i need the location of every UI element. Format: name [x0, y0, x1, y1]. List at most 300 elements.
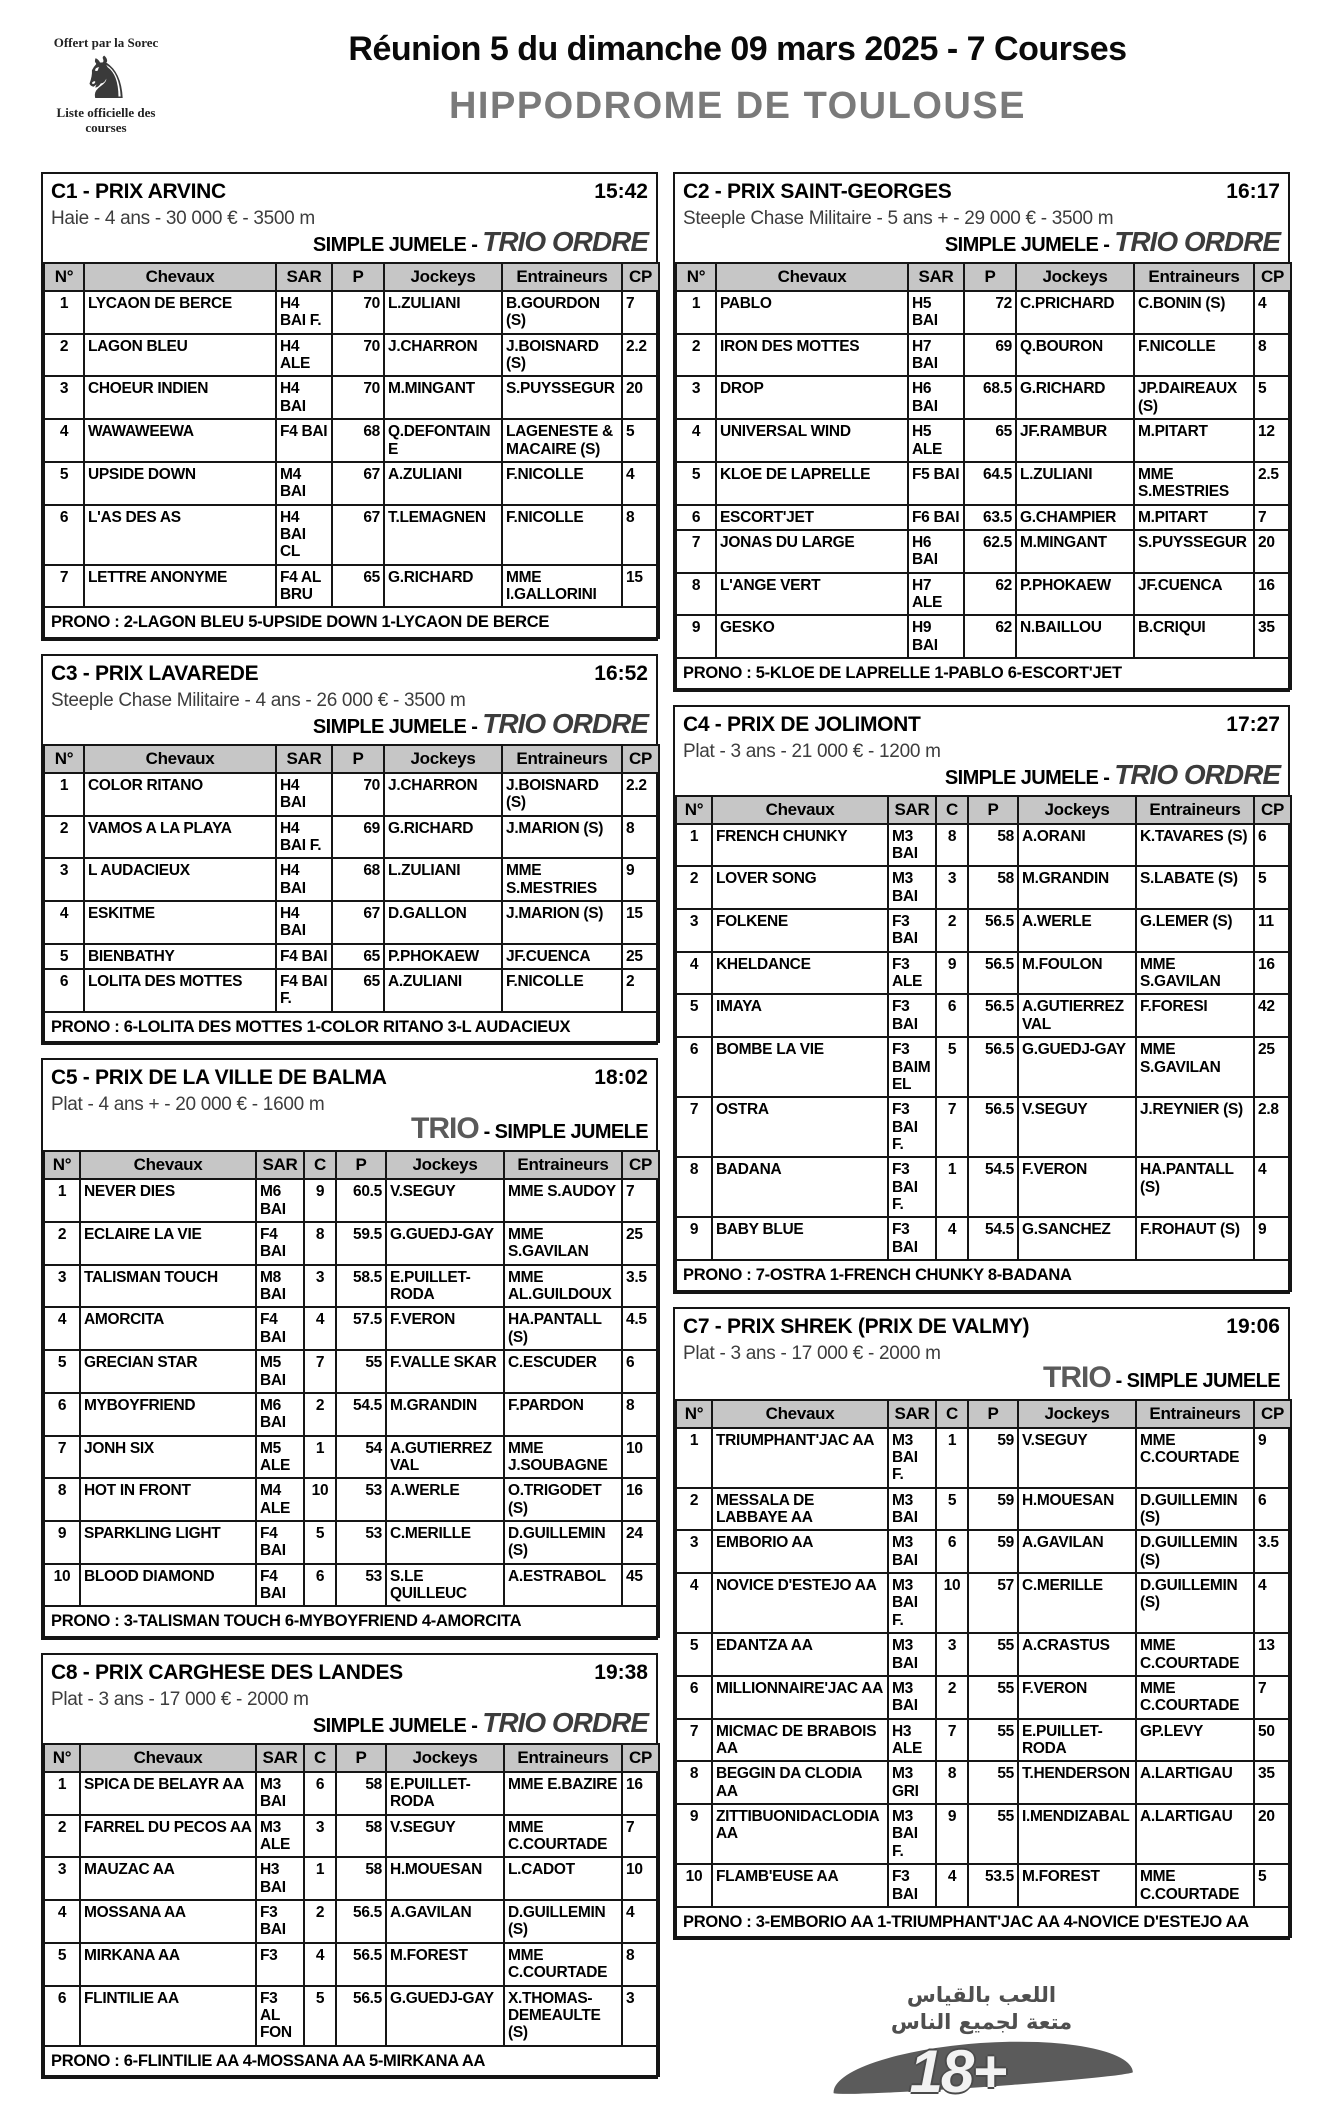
- jockey-cell: L.ZULIANI: [384, 858, 502, 901]
- cp-cell: 16: [1254, 952, 1291, 995]
- age-18-plus-label: 18+: [909, 2037, 1006, 2105]
- trainer-cell: J.BOISNARD (S): [502, 334, 622, 377]
- runner-row: [44, 505, 659, 565]
- c-cell: 1: [304, 1857, 336, 1900]
- sar-cell: F4 BAI: [276, 944, 332, 969]
- table-body: [676, 291, 1291, 689]
- runner-row: [676, 909, 1291, 952]
- runner-row: [676, 615, 1291, 658]
- c-cell: 6: [936, 994, 968, 1037]
- jockey-cell: L.ZULIANI: [384, 291, 502, 334]
- trainer-cell: MME C.COURTADE: [1136, 1633, 1254, 1676]
- horse-name-cell: UNIVERSAL WIND: [716, 419, 908, 462]
- cp-cell: 5: [1254, 1864, 1291, 1907]
- column-header-num: N°: [676, 796, 712, 824]
- horse-name-cell: KHELDANCE: [712, 952, 888, 995]
- jockey-cell: M.MINGANT: [1016, 530, 1134, 573]
- horse-name-cell: L'ANGE VERT: [716, 573, 908, 616]
- column-header-p: P: [336, 1744, 386, 1772]
- trainer-cell: J.MARION (S): [502, 901, 622, 944]
- cp-cell: 45: [622, 1564, 659, 1607]
- horse-name-cell: MOSSANA AA: [80, 1900, 256, 1943]
- column-header-jockey: Jockeys: [1016, 263, 1134, 291]
- p-cell: 55: [968, 1633, 1018, 1676]
- trainer-cell: MME S.GAVILAN: [504, 1222, 622, 1265]
- num-cell: 4: [44, 1900, 80, 1943]
- race-start-time: 18:02: [594, 1066, 648, 1090]
- c-cell: 9: [936, 1804, 968, 1864]
- prono-text: PRONO : 5-KLOE DE LAPRELLE 1-PABLO 6-ESCORT'JET: [676, 658, 1291, 688]
- horse-name-cell: MAUZAC AA: [80, 1857, 256, 1900]
- runner-row: [676, 1488, 1291, 1531]
- horse-name-cell: HOT IN FRONT: [80, 1478, 256, 1521]
- p-cell: 62: [964, 573, 1016, 616]
- runner-row: [44, 1986, 659, 2046]
- trainer-cell: MME C.COURTADE: [504, 1943, 622, 1986]
- trainer-cell: GP.LEVY: [1136, 1719, 1254, 1762]
- num-cell: 7: [676, 1097, 712, 1157]
- sar-cell: F5 BAI: [908, 462, 964, 505]
- sar-cell: F3 BAI F.: [888, 1157, 936, 1217]
- jockey-cell: L.ZULIANI: [1016, 462, 1134, 505]
- trainer-cell: A.LARTIGAU: [1136, 1804, 1254, 1864]
- table-head: [676, 796, 1291, 824]
- trainer-cell: K.TAVARES (S): [1136, 824, 1254, 867]
- p-cell: 57: [968, 1573, 1018, 1633]
- column-header-p: P: [336, 1151, 386, 1179]
- horse-name-cell: GESKO: [716, 615, 908, 658]
- jockey-cell: F.VERON: [1018, 1157, 1136, 1217]
- sar-cell: H6 BAI: [908, 376, 964, 419]
- column-header-sar: SAR: [888, 1400, 936, 1428]
- num-cell: 5: [676, 462, 716, 505]
- race-card-C4: [673, 705, 1290, 1294]
- p-cell: 59.5: [336, 1222, 386, 1265]
- trainer-cell: F.NICOLLE: [1134, 334, 1254, 377]
- runner-row: [676, 1097, 1291, 1157]
- cp-cell: 42: [1254, 994, 1291, 1037]
- jockey-cell: F.VERON: [386, 1307, 504, 1350]
- sar-cell: F3 BAI: [256, 1900, 304, 1943]
- jockey-cell: G.GUEDJ-GAY: [386, 1986, 504, 2046]
- jockey-cell: J.CHARRON: [384, 334, 502, 377]
- jockey-cell: M.FOREST: [386, 1943, 504, 1986]
- c-cell: 7: [304, 1350, 336, 1393]
- jockey-cell: M.FOREST: [1018, 1864, 1136, 1907]
- p-cell: 68: [332, 419, 384, 462]
- p-cell: 56.5: [336, 1900, 386, 1943]
- prono-row: [676, 658, 1291, 688]
- trainer-cell: B.CRIQUI: [1134, 615, 1254, 658]
- runner-row: [44, 462, 659, 505]
- runner-row: [676, 1676, 1291, 1719]
- jockey-cell: H.MOUESAN: [386, 1857, 504, 1900]
- jockey-cell: E.PUILLET-RODA: [386, 1772, 504, 1815]
- trainer-cell: A.LARTIGAU: [1136, 1761, 1254, 1804]
- race-title: C1 - PRIX ARVINC: [51, 180, 226, 203]
- runner-row: [676, 1719, 1291, 1762]
- runner-row: [44, 944, 659, 969]
- sar-cell: F3: [256, 1943, 304, 1986]
- column-header-cp: CP: [622, 1151, 659, 1179]
- sar-cell: H3 BAI: [256, 1857, 304, 1900]
- trainer-cell: HA.PANTALL (S): [1136, 1157, 1254, 1217]
- p-cell: 58: [968, 824, 1018, 867]
- runner-row: [44, 1265, 659, 1308]
- column-header-p: P: [968, 1400, 1018, 1428]
- horse-name-cell: UPSIDE DOWN: [84, 462, 276, 505]
- horse-name-cell: NEVER DIES: [80, 1179, 256, 1222]
- sar-cell: H3 ALE: [888, 1719, 936, 1762]
- p-cell: 55: [336, 1350, 386, 1393]
- horse-name-cell: EDANTZA AA: [712, 1633, 888, 1676]
- sar-cell: F4 BAI: [276, 419, 332, 462]
- sar-cell: M3 BAI: [888, 1633, 936, 1676]
- trainer-cell: F.ROHAUT (S): [1136, 1217, 1254, 1260]
- p-cell: 65: [332, 969, 384, 1012]
- table-body: [676, 824, 1291, 1291]
- p-cell: 53: [336, 1564, 386, 1607]
- p-cell: 56.5: [968, 994, 1018, 1037]
- race-title-row: [43, 656, 656, 686]
- runner-row: [44, 901, 659, 944]
- trainer-cell: L.CADOT: [504, 1857, 622, 1900]
- race-start-time: 19:06: [1226, 1314, 1280, 1338]
- runner-row: [676, 1428, 1291, 1488]
- runner-row: [676, 462, 1291, 505]
- prono-text: PRONO : 3-EMBORIO AA 1-TRIUMPHANT'JAC AA 4-NOVICE D'ESTEJO AA: [676, 1907, 1291, 1937]
- horse-name-cell: FOLKENE: [712, 909, 888, 952]
- num-cell: 2: [44, 334, 84, 377]
- cp-cell: 8: [622, 816, 659, 859]
- horse-name-cell: MICMAC DE BRABOIS AA: [712, 1719, 888, 1762]
- horse-name-cell: GRECIAN STAR: [80, 1350, 256, 1393]
- runner-row: [44, 1857, 659, 1900]
- jockey-cell: F.VERON: [1018, 1676, 1136, 1719]
- trainer-cell: MME S.AUDOY: [504, 1179, 622, 1222]
- cp-cell: 12: [1254, 419, 1291, 462]
- jockey-cell: N.BAILLOU: [1016, 615, 1134, 658]
- bet-trio-ordre-label: TRIO ORDRE: [482, 1706, 648, 1738]
- c-cell: 2: [936, 1676, 968, 1719]
- p-cell: 65: [964, 419, 1016, 462]
- race-card-C3: [41, 654, 658, 1045]
- jockey-cell: A.GUTIERREZ VAL: [1018, 994, 1136, 1037]
- runners-table: [675, 262, 1292, 690]
- jockey-cell: A.ORANI: [1018, 824, 1136, 867]
- num-cell: 2: [676, 1488, 712, 1531]
- cp-cell: 8: [622, 1393, 659, 1436]
- runner-row: [676, 1633, 1291, 1676]
- runner-row: [44, 969, 659, 1012]
- num-cell: 7: [676, 530, 716, 573]
- runner-row: [676, 334, 1291, 377]
- column-header-jockey: Jockeys: [386, 1151, 504, 1179]
- prono-row: [676, 1907, 1291, 1937]
- num-cell: 5: [44, 944, 84, 969]
- cp-cell: 16: [1254, 573, 1291, 616]
- race-title: C7 - PRIX SHREK (PRIX DE VALMY): [683, 1314, 1030, 1338]
- p-cell: 64.5: [964, 462, 1016, 505]
- p-cell: 67: [332, 505, 384, 565]
- trainer-cell: C.ESCUDER: [504, 1350, 622, 1393]
- cp-cell: 9: [1254, 1428, 1291, 1488]
- num-cell: 2: [44, 1815, 80, 1858]
- header-row: [676, 796, 1291, 824]
- trainer-cell: S.LABATE (S): [1136, 866, 1254, 909]
- jockey-cell: JF.RAMBUR: [1016, 419, 1134, 462]
- bet-types-label: [43, 226, 656, 260]
- num-cell: 6: [676, 1676, 712, 1719]
- trainer-cell: MME C.COURTADE: [1136, 1864, 1254, 1907]
- runner-row: [44, 1521, 659, 1564]
- runner-row: [44, 376, 659, 419]
- cp-cell: 4: [622, 1900, 659, 1943]
- trainer-cell: S.PUYSSEGUR: [502, 376, 622, 419]
- sar-cell: H4 BAI: [276, 376, 332, 419]
- cp-cell: 4: [1254, 1573, 1291, 1633]
- column-header-num: N°: [676, 1400, 712, 1428]
- cp-cell: 10: [622, 1857, 659, 1900]
- sar-cell: H6 BAI: [908, 530, 964, 573]
- cp-cell: 35: [1254, 1761, 1291, 1804]
- horse-logo-icon: ♞: [80, 44, 132, 113]
- cp-cell: 24: [622, 1521, 659, 1564]
- horse-name-cell: LETTRE ANONYME: [84, 565, 276, 608]
- jockey-cell: C.MERILLE: [1018, 1573, 1136, 1633]
- bet-trio-ordre-label: TRIO ORDRE: [1114, 758, 1280, 790]
- p-cell: 56.5: [968, 1097, 1018, 1157]
- runners-table: [675, 1399, 1292, 1939]
- meeting-title: Réunion 5 du dimanche 09 mars 2025 - 7 Courses: [348, 30, 1127, 68]
- c-cell: 5: [936, 1037, 968, 1097]
- bet-trio-ordre-label: TRIO ORDRE: [1114, 226, 1280, 257]
- jockey-cell: V.SEGUY: [1018, 1097, 1136, 1157]
- trainer-cell: B.GOURDON (S): [502, 291, 622, 334]
- horse-name-cell: ECLAIRE LA VIE: [80, 1222, 256, 1265]
- arabic-slogan-line2: متعة لجميع الناس: [890, 2009, 1073, 2034]
- bet-trio-label: TRIO: [1043, 1360, 1111, 1394]
- horse-name-cell: LOVER SONG: [712, 866, 888, 909]
- arabic-slogan-line1: اللعب بالقياس: [906, 1983, 1057, 2008]
- num-cell: 1: [44, 1179, 80, 1222]
- column-header-horse: Chevaux: [84, 745, 276, 773]
- jockey-cell: G.RICHARD: [384, 565, 502, 608]
- jockey-cell: P.PHOKAEW: [384, 944, 502, 969]
- jockey-cell: A.ZULIANI: [384, 462, 502, 505]
- p-cell: 72: [964, 291, 1016, 334]
- race-card-C1: [41, 172, 658, 641]
- horse-name-cell: ESCORT'JET: [716, 505, 908, 530]
- bet-trio-ordre-label: TRIO ORDRE: [482, 226, 648, 257]
- sar-cell: F4 BAI: [256, 1222, 304, 1265]
- runners-table: [43, 1150, 660, 1638]
- jockey-cell: Q.DEFONTAINE: [384, 419, 502, 462]
- bet-types-label: [43, 1707, 656, 1741]
- cp-cell: 2: [622, 969, 659, 1012]
- cp-cell: 25: [622, 1222, 659, 1265]
- cp-cell: 50: [1254, 1719, 1291, 1762]
- jockey-cell: G.SANCHEZ: [1018, 1217, 1136, 1260]
- horse-name-cell: NOVICE D'ESTEJO AA: [712, 1573, 888, 1633]
- race-conditions: Plat - 3 ans - 21 000 € - 1200 m: [683, 740, 941, 762]
- jockey-cell: M.GRANDIN: [386, 1393, 504, 1436]
- race-title: C2 - PRIX SAINT-GEORGES: [683, 180, 952, 203]
- sar-cell: M3 BAI F.: [888, 1804, 936, 1864]
- cp-cell: 5: [622, 419, 659, 462]
- runners-table: [43, 744, 660, 1043]
- race-columns: [0, 172, 1330, 2111]
- num-cell: 1: [676, 291, 716, 334]
- column-header-cp: CP: [622, 745, 659, 773]
- num-cell: 5: [676, 1633, 712, 1676]
- num-cell: 8: [676, 573, 716, 616]
- num-cell: 10: [44, 1564, 80, 1607]
- race-title-row: [43, 1060, 656, 1090]
- p-cell: 60.5: [336, 1179, 386, 1222]
- race-conditions: Steeple Chase Militaire - 4 ans - 26 000 € - 3500 m: [51, 689, 466, 711]
- runner-row: [44, 1478, 659, 1521]
- jockey-cell: E.PUILLET-RODA: [1018, 1719, 1136, 1762]
- runner-row: [44, 1900, 659, 1943]
- trainer-cell: F.NICOLLE: [502, 462, 622, 505]
- num-cell: 6: [44, 969, 84, 1012]
- jockey-cell: M.GRANDIN: [1018, 866, 1136, 909]
- runner-row: [44, 1393, 659, 1436]
- num-cell: 9: [44, 1521, 80, 1564]
- sar-cell: F3 BAI: [888, 1217, 936, 1260]
- num-cell: 7: [44, 565, 84, 608]
- horse-name-cell: JONH SIX: [80, 1436, 256, 1479]
- column-header-horse: Chevaux: [80, 1151, 256, 1179]
- race-title: C5 - PRIX DE LA VILLE DE BALMA: [51, 1066, 387, 1090]
- cp-cell: 8: [1254, 334, 1291, 377]
- race-start-time: 17:27: [1226, 712, 1280, 736]
- cp-cell: 9: [1254, 1217, 1291, 1260]
- titles: [185, 30, 1290, 128]
- horse-name-cell: COLOR RITANO: [84, 773, 276, 816]
- jockey-cell: A.WERLE: [1018, 909, 1136, 952]
- trainer-cell: MME C.COURTADE: [504, 1815, 622, 1858]
- runner-row: [44, 1350, 659, 1393]
- cp-cell: 15: [622, 565, 659, 608]
- column-header-horse: Chevaux: [716, 263, 908, 291]
- horse-name-cell: MYBOYFRIEND: [80, 1393, 256, 1436]
- jockey-cell: G.RICHARD: [1016, 376, 1134, 419]
- p-cell: 55: [968, 1676, 1018, 1719]
- num-cell: 3: [676, 909, 712, 952]
- horse-name-cell: MILLIONNAIRE'JAC AA: [712, 1676, 888, 1719]
- sar-cell: M5 ALE: [256, 1436, 304, 1479]
- jockey-cell: A.CRASTUS: [1018, 1633, 1136, 1676]
- num-cell: 3: [44, 858, 84, 901]
- race-conditions: Plat - 4 ans + - 20 000 € - 1600 m: [51, 1094, 325, 1116]
- column-header-sar: SAR: [888, 796, 936, 824]
- prono-text: PRONO : 3-TALISMAN TOUCH 6-MYBOYFRIEND 4-AMORCITA: [44, 1606, 659, 1636]
- jockey-cell: G.GUEDJ-GAY: [386, 1222, 504, 1265]
- horse-name-cell: EMBORIO AA: [712, 1530, 888, 1573]
- num-cell: 9: [676, 1217, 712, 1260]
- column-header-num: N°: [44, 263, 84, 291]
- jockey-cell: J.CHARRON: [384, 773, 502, 816]
- p-cell: 63.5: [964, 505, 1016, 530]
- bet-simple-jumele-label: - SIMPLE JUMELE: [1110, 1369, 1280, 1392]
- horse-name-cell: JONAS DU LARGE: [716, 530, 908, 573]
- runner-row: [44, 1772, 659, 1815]
- bet-types-label: [675, 1361, 1288, 1397]
- trainer-cell: LAGENESTE & MACAIRE (S): [502, 419, 622, 462]
- sar-cell: H9 BAI: [908, 615, 964, 658]
- sar-cell: M3 BAI F.: [888, 1428, 936, 1488]
- column-header-num: N°: [676, 263, 716, 291]
- p-cell: 68.5: [964, 376, 1016, 419]
- num-cell: 8: [676, 1157, 712, 1217]
- trainer-cell: JP.DAIREAUX (S): [1134, 376, 1254, 419]
- trainer-cell: M.PITART: [1134, 419, 1254, 462]
- column-header-p: P: [968, 796, 1018, 824]
- horse-name-cell: BABY BLUE: [712, 1217, 888, 1260]
- horse-name-cell: AMORCITA: [80, 1307, 256, 1350]
- sar-cell: F4 BAI: [256, 1307, 304, 1350]
- column-header-horse: Chevaux: [712, 796, 888, 824]
- race-title: C8 - PRIX CARGHESE DES LANDES: [51, 1660, 403, 1684]
- num-cell: 1: [676, 1428, 712, 1488]
- bet-trio-ordre-label: TRIO ORDRE: [482, 707, 648, 739]
- num-cell: 5: [44, 1350, 80, 1393]
- sar-cell: M3 BAI F.: [888, 1573, 936, 1633]
- jockey-cell: P.PHOKAEW: [1016, 573, 1134, 616]
- column-header-p: P: [964, 263, 1016, 291]
- column-header-cp: CP: [1254, 1400, 1291, 1428]
- jockey-cell: Q.BOURON: [1016, 334, 1134, 377]
- num-cell: 4: [44, 1307, 80, 1350]
- prono-row: [44, 2046, 659, 2076]
- runner-row: [676, 866, 1291, 909]
- bet-simple-jumele-label: SIMPLE JUMELE -: [312, 1714, 483, 1737]
- jockey-cell: T.HENDERSON: [1018, 1761, 1136, 1804]
- runner-row: [676, 1157, 1291, 1217]
- cp-cell: 3: [622, 1986, 659, 2046]
- trainer-cell: MME E.BAZIRE: [504, 1772, 622, 1815]
- table-body: [676, 1428, 1291, 1938]
- table-body: [44, 773, 659, 1042]
- table-head: [44, 263, 659, 291]
- horse-name-cell: DROP: [716, 376, 908, 419]
- column-header-c: C: [304, 1151, 336, 1179]
- num-cell: 5: [676, 994, 712, 1037]
- jockey-cell: V.SEGUY: [1018, 1428, 1136, 1488]
- jockey-cell: S.LE QUILLEUC: [386, 1564, 504, 1607]
- race-start-time: 19:38: [594, 1660, 648, 1684]
- prono-row: [676, 1260, 1291, 1290]
- trainer-cell: JF.CUENCA: [1134, 573, 1254, 616]
- trainer-cell: MME C.COURTADE: [1136, 1676, 1254, 1719]
- race-start-time: 15:42: [594, 180, 648, 203]
- runner-row: [44, 565, 659, 608]
- runner-row: [676, 1530, 1291, 1573]
- jockey-cell: G.GUEDJ-GAY: [1018, 1037, 1136, 1097]
- prono-row: [44, 1606, 659, 1636]
- race-title: C4 - PRIX DE JOLIMONT: [683, 712, 921, 736]
- runner-row: [44, 773, 659, 816]
- column-header-p: P: [332, 263, 384, 291]
- cp-cell: 7: [1254, 1676, 1291, 1719]
- c-cell: 6: [304, 1564, 336, 1607]
- trainer-cell: G.LEMER (S): [1136, 909, 1254, 952]
- trainer-cell: MME J.SOUBAGNE: [504, 1436, 622, 1479]
- cp-cell: 6: [1254, 824, 1291, 867]
- runner-row: [676, 1037, 1291, 1097]
